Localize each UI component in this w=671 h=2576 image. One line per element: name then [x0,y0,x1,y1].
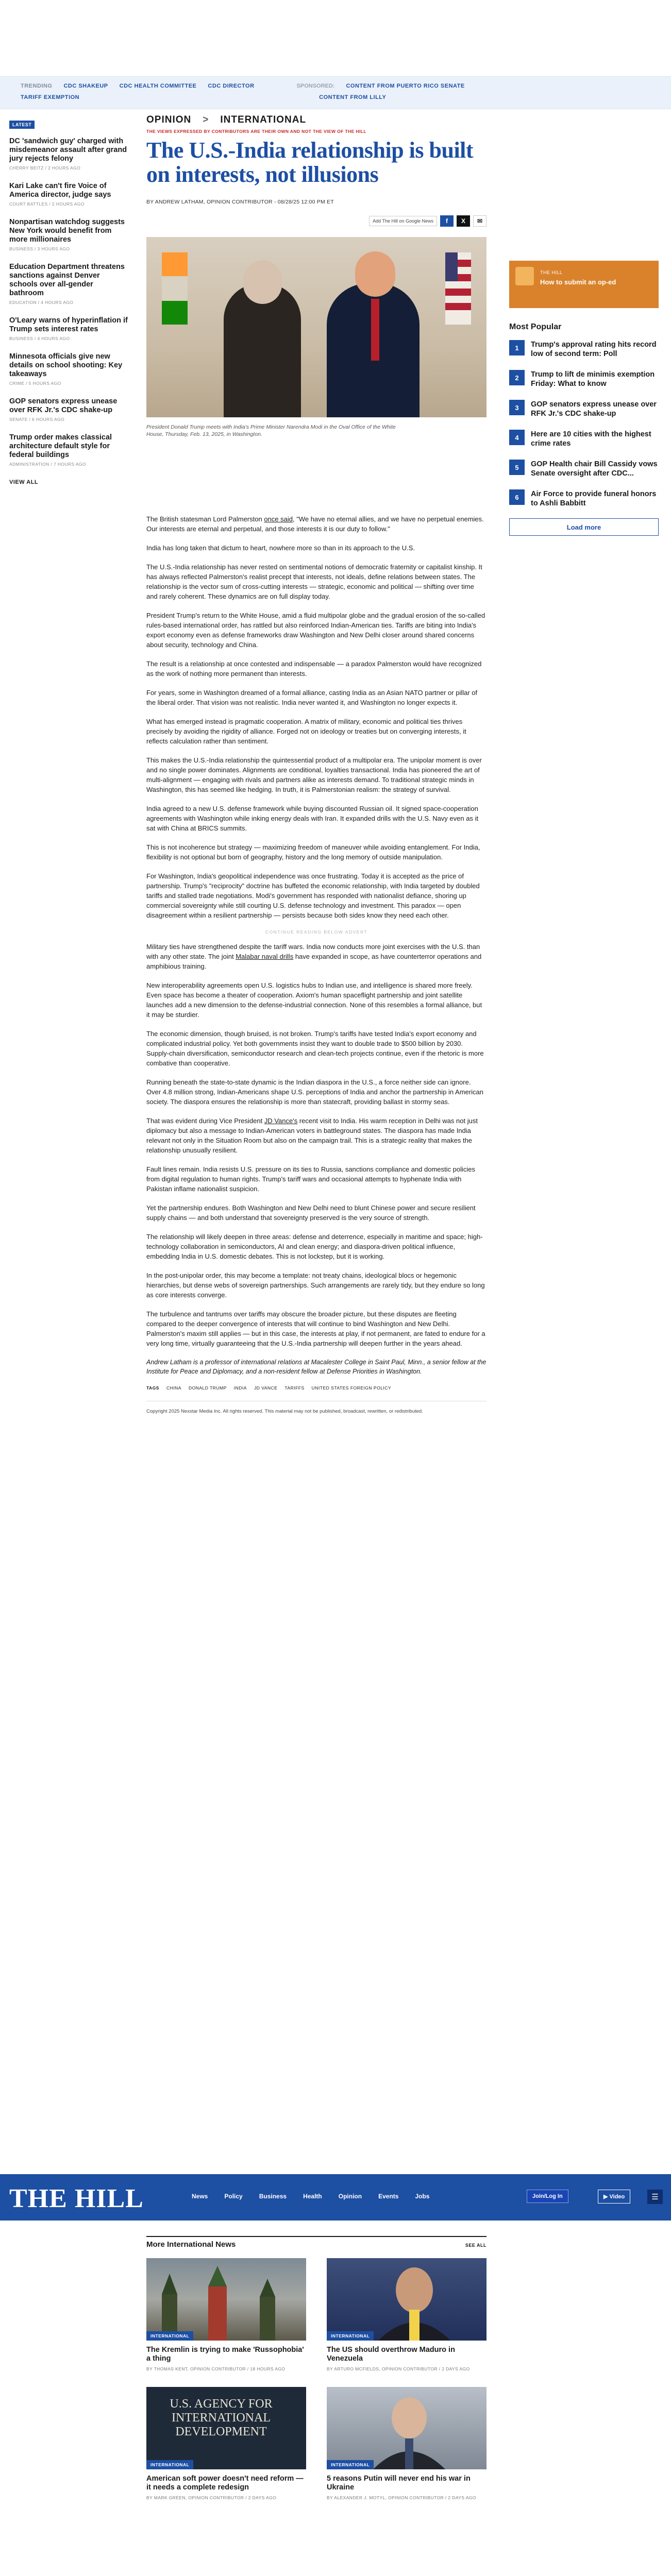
card-category[interactable]: INTERNATIONAL [327,2331,374,2341]
tag-link[interactable]: TARIFFS [284,1385,305,1391]
paragraph-text: have expanded in scope, as have counterterror operations and amphibious training. [146,953,482,970]
person-head [243,260,282,304]
popular-rank: 5 [509,460,525,475]
card-meta: BY MARK GREEN, OPINION CONTRIBUTOR / 2 DAYS AGO [146,2495,277,2500]
portrait-icon [327,2258,487,2341]
article-paragraph: This makes the U.S.-India relationship the quintessential product of a multipolar era. The unipolar moment is over and no single power dominates. Alignments are conditional, loyalties transactional. India has pioneered the art of multi-alignment — engaging with rivals and partners alike as interests demand. To traditional strategic minds in Washington, this has seemed like hedging. In truth, it is Palmerstonian realism: the strategy of survival. [146,756,482,793]
join-login-button[interactable]: Join/Log In [527,2190,568,2203]
tag-link[interactable]: UNITED STATES FOREIGN POLICY [311,1385,392,1391]
rail-item[interactable] [9,397,129,422]
sponsored-label: SPONSORED: [296,83,335,89]
article-headline: The U.S.-India relationship is built on interests, not illusions [146,138,474,187]
card-title[interactable]: 5 reasons Putin will never end his war in Ukraine [327,2475,471,2492]
popular-title[interactable]: Here are 10 cities with the highest crime rates [531,430,651,448]
the-hill-logo[interactable]: THE HILL [9,2184,144,2213]
nav-business[interactable]: Business [259,2193,287,2200]
kremlin-towers-icon [146,2258,306,2341]
rail-item[interactable] [9,263,129,305]
article-paragraph: New interoperability agreements open U.S. logistics hubs to Indian use, and intelligence is shared more freely. Even space has become a theater of cooperation. Axiom's human spaceflight partnership and joint satellite launches add a new dimension to the defense-industrial connection. None of this resembles a formal alliance, but it may be sturdier. [146,981,482,1019]
promo-thumbnail [515,267,534,285]
trending-item[interactable]: TARIFF EXEMPTION [21,94,80,100]
rail-item-meta: BUSINESS / 4 HOURS AGO [9,336,70,341]
nav-links [192,2193,429,2200]
advert-label: CONTINUE READING BELOW ADVERT [265,929,368,935]
rail-item[interactable] [9,352,129,386]
card-image[interactable] [327,2387,487,2469]
nav-news[interactable]: News [192,2193,208,2200]
share-bar [369,215,487,227]
article-paragraph: The turbulence and tantrums over tariffs may obscure the broader picture, but these disputes are fleeting compared to the deeper convergence of interests that will continue to bind Washington and New Delhi. Palmerston's maxim still applies — but in this case, the interests at play, if not permanent, are fated to endure for a very long time, virtually guaranteeing that the U.S.-India partnership will deepen further in the years ahead. [146,1310,485,1347]
op-ed-promo[interactable] [509,261,659,308]
usaid-sign-text: U.S. AGENCY FOR INTERNATIONAL DEVELOPMENT [170,2397,273,2438]
rail-item[interactable] [9,137,129,171]
rail-item-meta: EDUCATION / 4 HOURS AGO [9,300,74,305]
card-meta: BY ARTURO MCFIELDS, OPINION CONTRIBUTOR / 2 DAYS AGO [327,2366,470,2371]
load-more-button[interactable]: Load more [509,518,659,536]
tag-link[interactable]: DONALD TRUMP [188,1385,227,1391]
popular-item[interactable] [509,489,659,508]
more-international-news [146,2236,487,2500]
nav-opinion[interactable]: Opinion [338,2193,362,2200]
see-all-link[interactable]: SEE ALL [465,2243,487,2248]
popular-item[interactable] [509,430,659,448]
promo-title[interactable]: How to submit an op-ed [540,278,616,286]
article-hero-image [146,237,487,417]
facebook-share-icon[interactable]: f [440,215,454,227]
popular-title[interactable]: Trump's approval rating hits record low of second term: Poll [531,341,657,358]
article-paragraph: India has long taken that dictum to heart, nowhere more so than in its approach to the U.S. [146,544,415,552]
article-paragraph: Fault lines remain. India resists U.S. pressure on its ties to Russia, sanctions compliance and domestic policies from digital regulation to human rights. Trump's tariff wars and occasional attempts to hyphenate India with Pakistan inflame nationalist suspicion. [146,1165,476,1193]
article-paragraph: In the post-unipolar order, this may become a template: not treaty chains, ideological blocs or hegemonic hierarchies, but dense webs of sovereign partnerships. Such arrangements are rarely tidy, but they endure so long as core interests converge. [146,1272,485,1299]
rail-item-meta: SENATE / 6 HOURS AGO [9,417,65,422]
article-paragraph: The U.S.-India relationship has never rested on sentimental notions of democratic fraternity or capitalist kinship. It has always reflected Palmerston's realist precept that interests, not ideals, define relations between states. The relationship is the vector sum of cross-cutting interests — strategic, economic and political — shifting over time and rarely coherent. These dynamics are on full display today. [146,563,482,600]
trending-item[interactable]: CDC SHAKEUP [63,83,108,89]
rail-item-meta: CRIME / 5 HOURS AGO [9,381,61,386]
breadcrumb [146,114,487,126]
rail-item[interactable] [9,316,129,341]
article-paragraph: For years, some in Washington dreamed of a formal alliance, casting India as an Asian NATO partner or pillar of the liberal order. That vision was not realistic. India never wanted it, and Washington no longer expects it. [146,689,478,706]
card-title[interactable]: American soft power doesn't need reform — it needs a complete redesign [146,2475,304,2492]
popular-item[interactable] [509,370,659,388]
necktie [371,299,379,361]
news-card[interactable] [146,2387,306,2500]
rail-item-title[interactable]: Nonpartisan watchdog suggests New York would benefit from more millionaires [9,218,125,244]
view-all-link[interactable]: VIEW ALL [9,479,39,485]
card-meta: BY ALEXANDER J. MOTYL, OPINION CONTRIBUTOR / 2 DAYS AGO [327,2495,476,2500]
rail-item-title[interactable]: DC 'sandwich guy' charged with misdemeanor assault after grand jury rejects felony [9,137,127,163]
tag-link[interactable]: CHINA [166,1385,181,1391]
card-image[interactable] [146,2387,306,2469]
portrait-icon [327,2387,487,2469]
rail-item-title[interactable]: Education Department threatens sanctions against Denver schools over all-gender bathroom [9,263,125,297]
site-nav [0,2174,671,2221]
jd-vance-link[interactable]: JD Vance's [264,1117,298,1125]
news-card[interactable] [327,2387,487,2500]
popular-title[interactable]: Air Force to provide funeral honors to Ashli Babbitt [531,490,657,507]
card-image[interactable] [327,2258,487,2341]
popular-rank: 4 [509,430,525,445]
rail-item-title[interactable]: Trump order makes classical architecture default style for federal buildings [9,433,112,459]
rail-item-title[interactable]: O'Leary warns of hyperinflation if Trump sets interest rates [9,316,128,333]
tag-list [146,1385,487,1391]
card-title[interactable]: The Kremlin is trying to make 'Russophobia' a thing [146,2346,304,2363]
menu-icon[interactable]: ☰ [647,2190,663,2204]
rail-item-title[interactable]: Kari Lake can't fire Voice of America director, judge says [9,182,111,199]
breadcrumb-opinion[interactable]: OPINION [146,114,192,125]
latest-news-rail [9,120,129,485]
card-category[interactable]: INTERNATIONAL [146,2331,193,2341]
article-paragraph [146,942,487,971]
nav-policy[interactable]: Policy [224,2193,243,2200]
section-header [146,2236,487,2249]
popular-title[interactable]: Trump to lift de minimis exemption Friday: What to know [531,370,655,388]
most-popular-heading: Most Popular [509,323,562,331]
promo-kicker: THE HILL [540,270,563,275]
popular-item[interactable] [509,340,659,359]
rail-item-meta: BUSINESS / 3 HOURS AGO [9,246,70,251]
tags-label: TAGS [146,1385,159,1391]
x-share-icon[interactable]: X [457,215,470,227]
rail-item-meta: COURT BATTLES / 2 HOURS AGO [9,201,85,207]
article-paragraph: President Trump's return to the White House, amid a fluid multipolar globe and the gradual erosion of the so-called rules-based international order, has rattled but also reinforced Indian-American ties. Tariffs are biting into India's export economy even as defense frameworks draw Washington and New Delhi closer around shared concerns about security, technology and China. [146,612,485,649]
trending-item[interactable]: CDC HEALTH COMMITTEE [119,83,197,89]
article-paragraph: This is not incoherence but strategy — maximizing freedom of maneuver while avoiding entanglement. For India, flexibility is not optional but born of geography, history and the long memory of outside manipulation. [146,843,480,861]
most-popular [509,323,659,536]
card-title[interactable]: The US should overthrow Maduro in Venezuela [327,2346,455,2363]
section-heading: More International News [146,2240,236,2249]
popular-rank: 3 [509,400,525,415]
article-paragraph [146,1116,487,1155]
card-meta: BY THOMAS KENT, OPINION CONTRIBUTOR / 18 HOURS AGO [146,2366,286,2371]
paragraph-text: That was evident during Vice President [146,1117,264,1125]
popular-rank: 1 [509,340,525,355]
rail-item-title[interactable]: GOP senators express unease over RFK Jr.'s CDC shake-up [9,397,118,414]
popular-rank: 2 [509,370,525,385]
nav-jobs[interactable]: Jobs [415,2193,430,2200]
article-paragraph [146,514,487,534]
image-caption: President Donald Trump meets with India's Prime Minister Narendra Modi in the Oval Office of the White House, Thursday, Feb. 13, 2025, in Washington. [146,424,396,437]
opinion-disclaimer: THE VIEWS EXPRESSED BY CONTRIBUTORS ARE THEIR OWN AND NOT THE VIEW OF THE HILL [146,129,366,134]
paragraph-text: , "We have no eternal allies, and we have no perpetual enemies. Our interests are eternal and perpetual, and those interests it is our duty to follow." [146,515,484,533]
nav-events[interactable]: Events [378,2193,399,2200]
video-button[interactable]: ▶ Video [598,2190,630,2204]
flag-icon [445,252,471,325]
news-card[interactable] [146,2258,306,2371]
google-news-button[interactable]: Add The Hill on Google News [369,216,437,226]
paragraph-text: The British statesman Lord Palmerston [146,515,264,523]
once-said-link[interactable]: once said [264,515,293,523]
article-paragraph: India agreed to a new U.S. defense framework while buying discounted Russian oil. It signed space-cooperation agreements with Washington while inking energy deals with Iran. It expanded drills with the U.S. Navy even as it sat with China at BRICS summits. [146,805,479,832]
tag-link[interactable]: INDIA [233,1385,247,1391]
card-image[interactable] [146,2258,306,2341]
trending-bar [0,76,671,109]
rail-item[interactable] [9,433,129,467]
card-category[interactable]: INTERNATIONAL [327,2460,374,2469]
card-category[interactable]: INTERNATIONAL [146,2460,193,2469]
rail-item-meta: CHERRY BEITZ / 2 HOURS AGO [9,165,81,171]
article-paragraph: Running beneath the state-to-state dynamic is the Indian diaspora in the U.S., a force neither side can ignore. Over 4.8 million strong, Indian-Americans shape U.S. perceptions of India and anchor the partnership in American society. The diaspora ensures the relationship is more than statecraft, providing ballast in stormy seas. [146,1078,483,1106]
article-paragraph: The economic dimension, though bruised, is not broken. Trump's tariffs have tested India's export economy and complicated industrial policy. Yet both governments insist they want to double trade to $500 billion by 2030. Supply-chain diversification, semiconductor research and clean-tech projects continue, even if the rhetoric is more combative than cooperative. [146,1030,484,1067]
article-paragraph: The result is a relationship at once contested and indispensable — a paradox Palmerston would have recognized as the work of nothing more permanent than interests. [146,660,482,677]
popular-item[interactable] [509,460,659,478]
rail-item-title[interactable]: Minnesota officials give new details on school shooting: Key takeaways [9,352,123,378]
trending-label: TRENDING [21,83,53,89]
person-head [355,251,395,297]
sponsored-item[interactable]: CONTENT FROM LILLY [319,94,387,100]
rail-item[interactable] [9,182,129,207]
popular-title[interactable]: GOP Health chair Bill Cassidy vows Senate oversight after CDC... [531,460,658,478]
article-paragraph: For Washington, India's geopolitical independence was once frustrating. Today it is accepted as the price of partnership. Trump's "reciprocity" doctrine has buffeted the economic relationship, with India targeted by doubled tariffs and stalled trade negotiations. Modi's government has responded with nationalist defiance, shoring up commercial sovereignty while still courting U.S. defense technology and investment. This paradox — open disagreement within a resilient partnership — persists because both sides know they need each other. [146,872,480,919]
flag-icon [162,252,188,325]
article [146,114,487,1414]
popular-title[interactable]: GOP senators express unease over RFK Jr.'s CDC shake-up [531,400,657,418]
rail-item[interactable] [9,218,129,251]
malabar-link[interactable]: Malabar naval drills [236,953,294,960]
tag-link[interactable]: JD VANCE [254,1385,278,1391]
paragraph-text: Military ties have strengthened despite the tariff wars. India now conducts more joint exercises with the U.S. than with any other state. The joint [146,943,480,960]
latest-badge: LATEST [9,121,35,129]
article-paragraph: What has emerged instead is pragmatic cooperation. A matrix of military, economic and political ties thrives precisely by avoiding the rigidity of alliance. Forged not on ideology or treaties but on converging interests, it reflects calculation rather than sentiment. [146,718,466,745]
popular-rank: 6 [509,489,525,505]
paragraph-text: recent visit to India. His warm reception in Delhi was not just diplomacy but also a message to Indian-American voters in battleground states. The diaspora has made India relevant not only in the Situation Room but also on the campaign trail. This is a strategic reality that makes the relationship unusually resilient. [146,1117,478,1154]
author-bio: Andrew Latham is a professor of international relations at Macalester College in Saint Paul, Minn., a senior fellow at the Institute for Peace and Diplomacy, and a non-resident fellow at Defense Priorities in Washington. [146,1359,487,1375]
article-paragraph: The relationship will likely deepen in three areas: defense and deterrence, especially in maritime and space; high-technology collaboration in semiconductors, AI and clean energy; and diaspora-driven political influence, embedding India in U.S. domestic debates. This is not lockstep, but it is working. [146,1233,483,1260]
sponsored-item[interactable]: CONTENT FROM PUERTO RICO SENATE [346,83,465,89]
email-share-icon[interactable]: ✉ [473,215,487,227]
nav-health[interactable]: Health [303,2193,322,2200]
breadcrumb-separator: > [203,114,209,125]
news-card[interactable] [327,2258,487,2371]
usaid-sign [162,2397,280,2454]
breadcrumb-international[interactable]: INTERNATIONAL [220,114,307,125]
article-byline: BY ANDREW LATHAM, OPINION CONTRIBUTOR - 08/28/25 12:00 PM ET [146,199,334,205]
article-paragraph: Yet the partnership endures. Both Washington and New Delhi need to blunt Chinese power and secure resilient supply chains — and both understand that sovereignty preserved is the very source of strength. [146,1204,476,1222]
trending-item[interactable]: CDC DIRECTOR [208,83,255,89]
rail-item-meta: ADMINISTRATION / 7 HOURS AGO [9,462,86,467]
article-body [146,514,487,1414]
popular-item[interactable] [509,400,659,418]
copyright-notice: Copyright 2025 Nexstar Media Inc. All rights reserved. This material may not be published, broadcast, rewritten, or redistributed. [146,1401,487,1414]
